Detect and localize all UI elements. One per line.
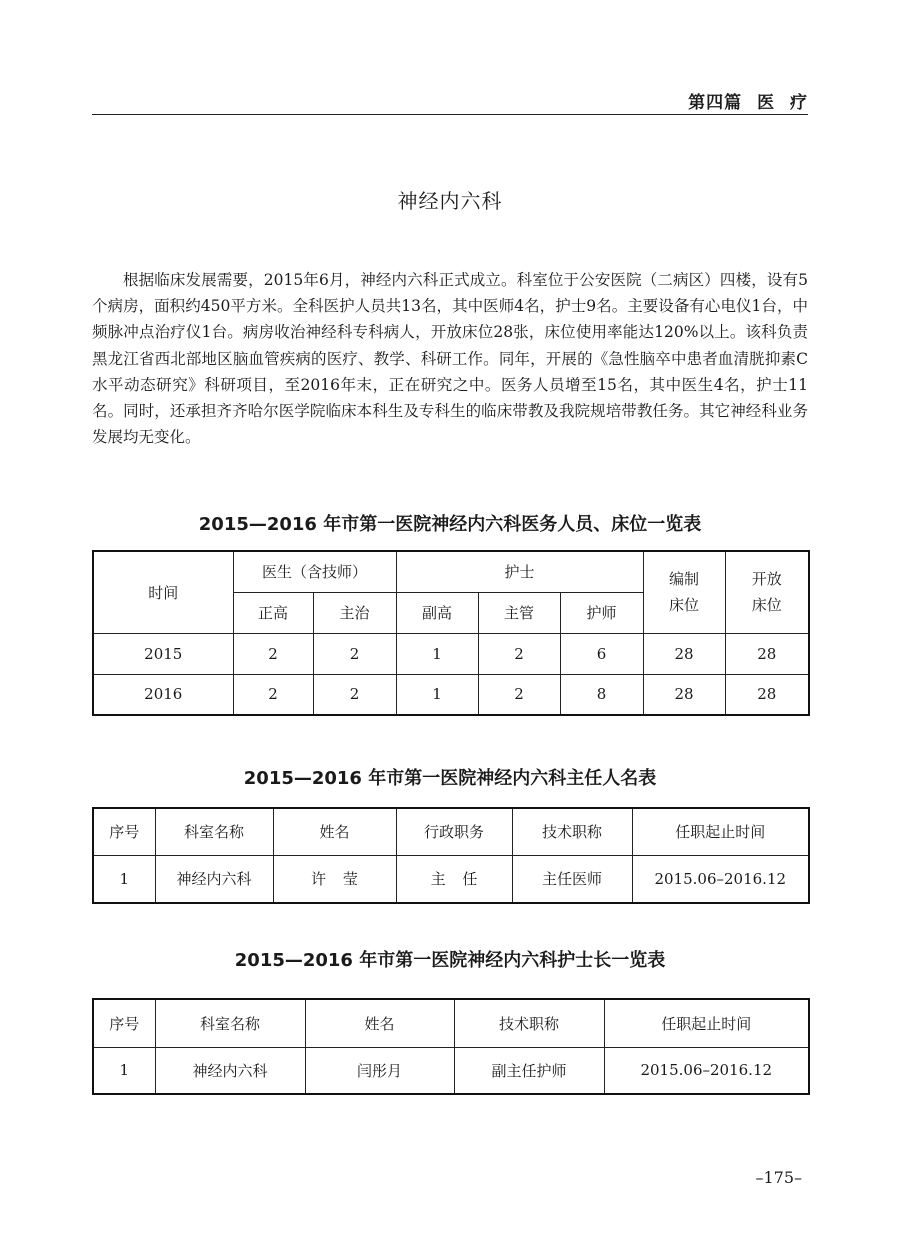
- table-row: [93, 1047, 809, 1094]
- table1-caption: 2015—2016 年市第一医院神经内六科医务人员、床位一览表: [198, 514, 702, 535]
- page-number: –175–: [755, 1168, 802, 1187]
- table-cell: 神经内六科: [155, 855, 273, 903]
- table-cell: 2016: [93, 674, 233, 715]
- table-row: [93, 633, 809, 674]
- header-cell: 时间: [93, 551, 233, 633]
- table-row: [93, 855, 809, 903]
- header-cell: 序号: [93, 808, 155, 855]
- table-cell: 28: [643, 633, 725, 674]
- header-cell: 开放 床位: [725, 551, 809, 633]
- table-cell: 1: [93, 855, 155, 903]
- header-cell: 行政职务: [396, 808, 512, 855]
- head-nurse-table: [92, 998, 810, 1095]
- body-paragraph: 根据临床发展需要，2015年6月，神经内六科正式成立。科室位于公安医院（二病区）四楼，设有5个病房，面积约450平方米。全科医护人员共13名，其中医师4名，护士9名。主要设备有心电仪1台，中频脉冲点治疗仪1台。病房收治神经科专科病人，开放床位28张，床位使用率能达120%以上。该科负责黑龙江省西北部地区脑血管疾病的医疗、教学、科研工作。同年，开展的《急性脑卒中患者血清胱抑素C水平动态研究》科研项目，至2016年末，正在研究之中。医务人员增至15名，其中医生4名，护士11名。同时，还承担齐齐哈尔医学院临床本科生及专科生的临床带教及我院规培带教任务。其它神经科业务发展均无变化。: [92, 271, 808, 447]
- table-cell: 2015.06–2016.12: [632, 855, 809, 903]
- table-cell: 28: [725, 633, 809, 674]
- header-cell: 医生（含技师）: [233, 551, 396, 592]
- header-cell: 科室名称: [155, 808, 273, 855]
- table-header-row: [93, 999, 809, 1047]
- table3-caption: 2015—2016 年市第一医院神经内六科护士长一览表: [234, 950, 666, 971]
- table-cell: 主 任: [396, 855, 512, 903]
- table-cell: 28: [643, 674, 725, 715]
- header-cell: 科室名称: [155, 999, 305, 1047]
- header-cell: 序号: [93, 999, 155, 1047]
- table-cell: 6: [560, 633, 643, 674]
- table-cell: 2: [233, 633, 313, 674]
- table-cell: 1: [396, 674, 478, 715]
- table-cell: 副主任护师: [454, 1047, 604, 1094]
- section-title: 第四篇 医 疗: [688, 93, 808, 113]
- staff-beds-table: [92, 550, 810, 716]
- page-title: 神经内六科: [397, 189, 503, 213]
- table-cell: 2: [313, 674, 396, 715]
- table-cell: 28: [725, 674, 809, 715]
- table-cell: 1: [93, 1047, 155, 1094]
- table-cell: 许 莹: [273, 855, 396, 903]
- table-cell: 主任医师: [512, 855, 632, 903]
- table-cell: 神经内六科: [155, 1047, 305, 1094]
- running-header: [92, 88, 808, 115]
- table2-caption: 2015—2016 年市第一医院神经内六科主任人名表: [243, 768, 657, 789]
- table-row: [93, 674, 809, 715]
- table-cell: 2: [478, 633, 560, 674]
- header-cell: 姓名: [305, 999, 454, 1047]
- table-cell: 8: [560, 674, 643, 715]
- table-cell: 2: [478, 674, 560, 715]
- table-cell: 1: [396, 633, 478, 674]
- header-cell: 任职起止时间: [604, 999, 809, 1047]
- header-cell: 副高: [396, 592, 478, 633]
- header-cell: 姓名: [273, 808, 396, 855]
- header-cell: 正高: [233, 592, 313, 633]
- header-cell: 护师: [560, 592, 643, 633]
- table-cell: 2015.06–2016.12: [604, 1047, 809, 1094]
- header-cell: 技术职称: [454, 999, 604, 1047]
- table-header-row: [93, 808, 809, 855]
- table-cell: 2: [313, 633, 396, 674]
- header-cell: 主管: [478, 592, 560, 633]
- table-cell: 2015: [93, 633, 233, 674]
- table-cell: 2: [233, 674, 313, 715]
- header-cell: 主治: [313, 592, 396, 633]
- header-cell: 技术职称: [512, 808, 632, 855]
- director-table: [92, 807, 810, 904]
- table-cell: 闫彤月: [305, 1047, 454, 1094]
- header-cell: 任职起止时间: [632, 808, 809, 855]
- header-cell: 编制 床位: [643, 551, 725, 633]
- table-header-row: [93, 551, 809, 592]
- header-cell: 护士: [396, 551, 643, 592]
